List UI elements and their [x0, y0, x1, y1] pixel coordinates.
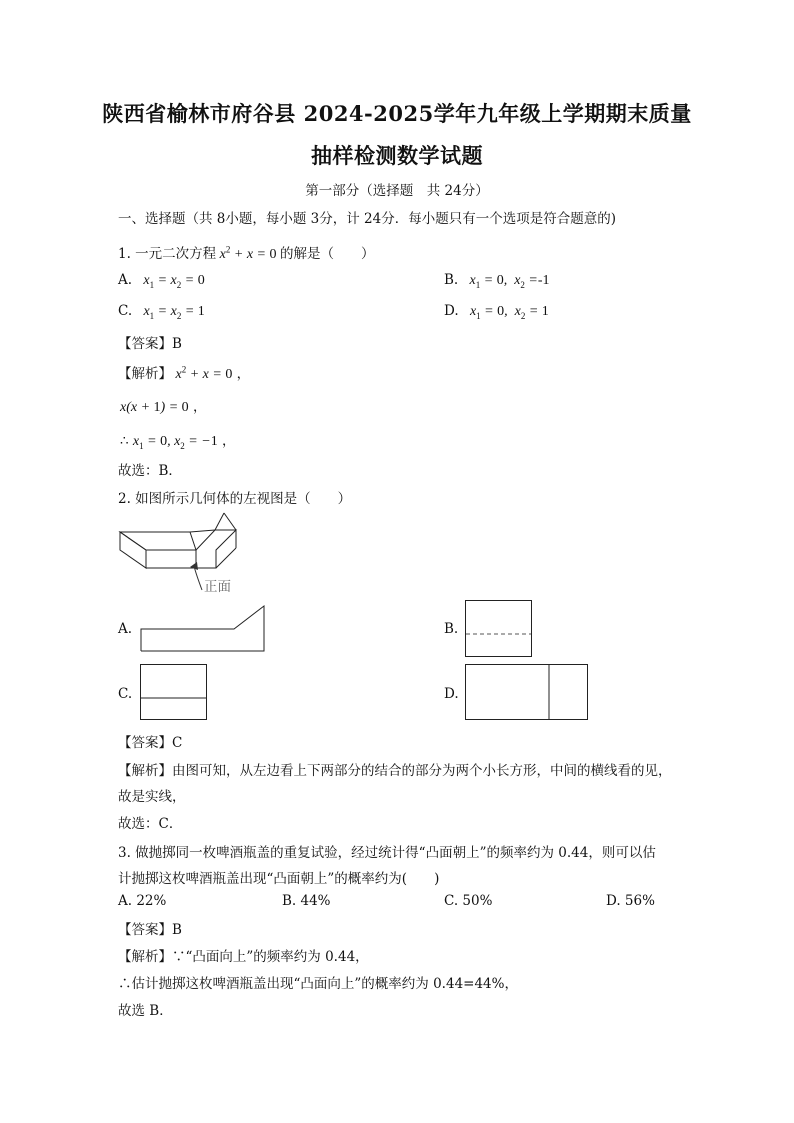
q1-option-c-text: $x_1 = x_2 = 1$ — [136, 304, 205, 321]
q1-option-a-text: $x_1 = x_2 = 0$ — [136, 273, 205, 290]
part-label: 第一部分（选择题 共 24分） — [305, 183, 489, 199]
q1-option-c[interactable]: C. $x_1 = x_2 = 1$ — [118, 303, 205, 321]
q1-analysis-line2: x(x + 1) = 0 ， — [120, 399, 207, 415]
q1-option-b-text: $x_1 = 0$, $x_2 =-1$ — [462, 273, 550, 290]
q3-stem-line2: 计抛掷这枚啤酒瓶盖出现“凸面朝上”的概率约为( ) — [118, 871, 440, 887]
q1-analysis-line1: 【解析】 $x^2 + x = 0$ ， — [118, 364, 251, 382]
q1-stem-suffix: 的解是（ ） — [280, 246, 375, 262]
q2-option-a-figure[interactable] — [140, 605, 266, 653]
q1-conclusion: 故选：B． — [118, 463, 182, 479]
q3-option-b[interactable]: B. 44% — [282, 893, 331, 909]
q2-option-d-figure[interactable] — [465, 664, 589, 721]
q3-analysis-line2: ∴估计抛掷这枚啤酒瓶盖出现“凸面向上”的概率约为 0.44=44%， — [118, 976, 518, 992]
q1-option-d-text: $x_1 = 0$, $x_2 = 1$ — [462, 304, 549, 321]
q1-option-b[interactable]: B. $x_1 = 0$, $x_2 =-1$ — [444, 272, 550, 290]
q2-option-c-figure[interactable] — [140, 664, 208, 721]
q2-analysis-line1: 【解析】由图可知，从左边看上下两部分的结合的部分为两个小长方形，中间的横线看的见， — [118, 763, 672, 779]
q3-stem-line1: 3. 做抛掷同一枚啤酒瓶盖的重复试验，经过统计得“凸面朝上”的频率约为 0.44，则可以估 — [118, 845, 656, 861]
q3-analysis-line1: 【解析】∵“凸面向上”的频率约为 0.44， — [118, 949, 369, 965]
section-heading: 一、选择题（共 8小题，每小题 3分，计 24分．每小题只有一个选项是符合题意的) — [118, 211, 616, 227]
q1-stem — [118, 242, 375, 263]
q3-conclusion: 故选 B． — [118, 1003, 173, 1019]
q2-answer: 【答案】C — [118, 735, 183, 751]
q3-option-d[interactable]: D. 56% — [606, 893, 655, 909]
q3-option-a[interactable]: A. 22% — [118, 893, 167, 909]
q2-analysis-line2: 故是实线， — [118, 789, 186, 805]
q2-option-d-label[interactable]: D. — [444, 686, 459, 702]
q2-option-b-figure[interactable] — [465, 600, 533, 658]
q2-stem: 2. 如图所示几何体的左视图是（ ） — [118, 491, 352, 507]
q1-equation: $x^2 + x = 0$ — [216, 244, 277, 262]
q2-option-a-label[interactable]: A. — [118, 621, 133, 637]
q1-analysis-line3: ∴ $x_1 = 0$, $x_2 = -1$ ， — [120, 433, 236, 451]
front-arrow-icon — [194, 566, 202, 590]
q3-answer: 【答案】B — [118, 922, 182, 938]
q1-stem-prefix: 1. 一元二次方程 — [118, 246, 217, 262]
q2-front-label: 正面 — [204, 579, 231, 595]
q2-conclusion: 故选：C． — [118, 816, 183, 832]
doc-title-line2: 抽样检测数学试题 — [311, 143, 483, 168]
q3-option-c[interactable]: C. 50% — [444, 893, 493, 909]
q1-option-d[interactable]: D. $x_1 = 0$, $x_2 = 1$ — [444, 303, 549, 321]
q1-option-a[interactable]: A. $x_1 = x_2 = 0$ — [118, 272, 205, 290]
q2-option-b-label[interactable]: B. — [444, 621, 459, 637]
q1-answer: 【答案】B — [118, 336, 182, 352]
doc-title-line1: 陕西省榆林市府谷县 2024-2025学年九年级上学期期末质量 — [102, 101, 692, 126]
q2-option-c-label[interactable]: C. — [118, 686, 133, 702]
